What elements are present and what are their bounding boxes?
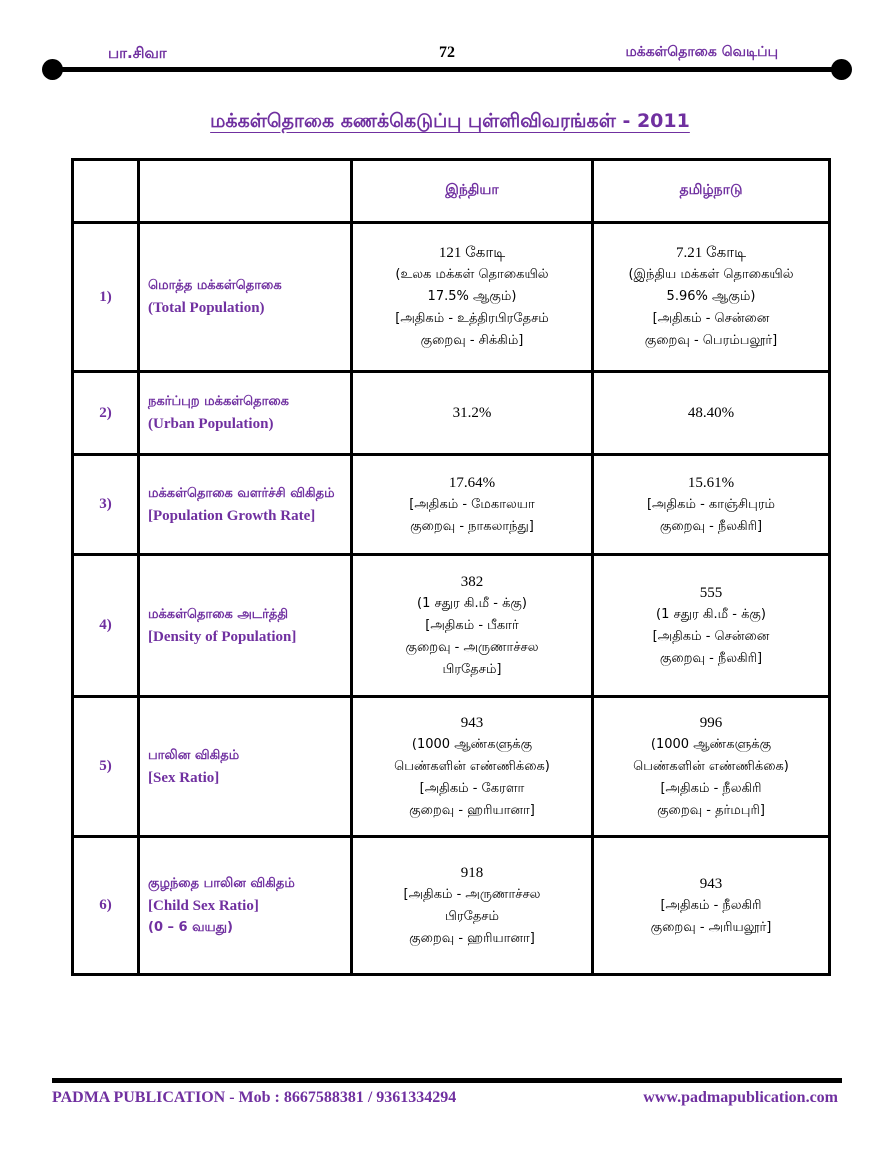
cell-detail-line: குறைவு - நீலகிரி] (659, 650, 763, 666)
table-row (73, 837, 830, 975)
row-label (139, 223, 352, 372)
table-row (73, 697, 830, 837)
cell-india (352, 697, 593, 837)
cell-detail-line: குறைவு - ஹரியானா] (409, 802, 535, 818)
cell-value: 382 (460, 573, 484, 590)
cell-detail-line: குறைவு - நீலகிரி] (659, 518, 763, 534)
cell-detail-line: பிரதேசம் (445, 908, 499, 924)
cell-detail-line: குறைவு - அரியலூர்] (650, 919, 772, 935)
cell-detail-line: [அதிகம் - அருணாச்சல (403, 886, 541, 902)
cell-value: 48.40% (687, 405, 735, 421)
page-title: மக்கள்தொகை கணக்கெடுப்பு புள்ளிவிவரங்கள் - 2011 (210, 110, 690, 132)
label-tamil: நகர்ப்புற மக்கள்தொகை (148, 394, 289, 409)
cell-detail-line: குறைவு - ஹரியானா] (409, 930, 535, 946)
cell-tamilnadu (593, 455, 830, 555)
row-number: 5) (73, 697, 139, 837)
cell-tamilnadu (593, 555, 830, 697)
cell-value: 15.61% (687, 474, 735, 491)
cell-value: 555 (699, 584, 723, 601)
label-english: [Child Sex Ratio] (148, 897, 259, 914)
cell-detail-line: 17.5% ஆகும்) (427, 289, 517, 304)
header-author: பா.சிவா (108, 44, 167, 62)
label-tamil: மக்கள்தொகை வளர்ச்சி விகிதம் (148, 485, 335, 501)
cell-detail-line: [அதிகம் - மேகாலயா (409, 496, 535, 512)
row-label (139, 837, 352, 975)
label-tamil: பாலின விகிதம் (148, 747, 240, 763)
cell-detail-line: [அதிகம் - நீலகிரி (660, 780, 762, 796)
cell-detail-line: [அதிகம் - காஞ்சிபுரம் (646, 496, 775, 512)
cell-value: 7.21 கோடி (675, 245, 747, 261)
label-english: [Sex Ratio] (148, 769, 220, 786)
label-english: (Urban Population) (148, 416, 274, 432)
table-row (73, 223, 830, 372)
footer-rule (52, 1078, 842, 1083)
cell-detail-line: பெண்களின் எண்ணிக்கை) (394, 758, 550, 774)
cell-detail-line: குறைவு - பெரம்பலூர்] (644, 333, 778, 348)
header-rule-right-dot (831, 59, 852, 80)
cell-detail-line: (1 சதுர கி.மீ - க்கு) (417, 595, 527, 611)
cell-detail-line: (1000 ஆண்களுக்கு (650, 736, 772, 752)
cell-india (352, 555, 593, 697)
cell-detail-line: குறைவு - தர்மபுரி] (657, 802, 765, 818)
cell-detail-line: பிரதேசம்] (442, 661, 502, 677)
cell-detail-line: [அதிகம் - சென்னை (652, 628, 770, 644)
label-english: [Population Growth Rate] (148, 507, 316, 524)
cell-tamilnadu (593, 223, 830, 372)
row-label (139, 372, 352, 455)
table-row (73, 372, 830, 455)
cell-value: 996 (699, 714, 723, 731)
column-header-india: இந்தியா (352, 160, 593, 223)
cell-india (352, 223, 593, 372)
row-number: 3) (73, 455, 139, 555)
header-empty-cell (139, 160, 352, 223)
cell-value: 17.64% (448, 474, 496, 491)
row-number: 4) (73, 555, 139, 697)
page-number: 72 (439, 44, 455, 61)
footer-publisher: PADMA PUBLICATION - Mob : 8667588381 / 9361334294 (52, 1089, 457, 1106)
cell-detail-line: 5.96% ஆகும்) (666, 289, 756, 304)
cell-detail-line: (உலக மக்கள் தொகையில் (395, 267, 549, 282)
cell-tamilnadu (593, 837, 830, 975)
header-book-title: மக்கள்தொகை வெடிப்பு (625, 44, 778, 60)
cell-detail-line: குறைவு - சிக்கிம்] (420, 333, 524, 348)
cell-value: 943 (699, 875, 723, 892)
row-number: 2) (73, 372, 139, 455)
header-empty-cell (73, 160, 139, 223)
label-english: [Density of Population] (148, 628, 297, 645)
label-tamil: மக்கள்தொகை அடர்த்தி (148, 606, 289, 622)
cell-detail-line: [அதிகம் - நீலகிரி (660, 897, 762, 913)
label-tamil: மொத்த மக்கள்தொகை (148, 278, 282, 293)
cell-value: 121 கோடி (438, 245, 506, 261)
row-number: 1) (73, 223, 139, 372)
cell-india (352, 837, 593, 975)
cell-value: 918 (460, 864, 484, 881)
cell-detail-line: பெண்களின் எண்ணிக்கை) (633, 758, 789, 774)
cell-tamilnadu (593, 372, 830, 455)
cell-detail-line: [அதிகம் - உத்திரபிரதேசம் (395, 311, 549, 326)
row-label (139, 697, 352, 837)
cell-value: 943 (460, 714, 484, 731)
cell-india (352, 455, 593, 555)
table-row (73, 455, 830, 555)
cell-detail-line: [அதிகம் - கேரளா (419, 780, 525, 796)
cell-detail-line: [அதிகம் - பீகார் (425, 617, 519, 633)
table-row (73, 555, 830, 697)
cell-detail-line: [அதிகம் - சென்னை (652, 311, 770, 326)
table-header-row (73, 160, 830, 223)
cell-detail-line: (1000 ஆண்களுக்கு (411, 736, 533, 752)
census-table (71, 158, 831, 976)
column-header-tamilnadu: தமிழ்நாடு (593, 160, 830, 223)
label-english: (Total Population) (148, 300, 265, 316)
cell-value: 31.2% (452, 405, 492, 421)
row-label (139, 555, 352, 697)
cell-detail-line: (1 சதுர கி.மீ - க்கு) (656, 606, 766, 622)
row-number: 6) (73, 837, 139, 975)
cell-india (352, 372, 593, 455)
cell-detail-line: குறைவு - நாகலாந்து] (410, 518, 534, 534)
cell-tamilnadu (593, 697, 830, 837)
cell-detail-line: குறைவு - அருணாச்சல (405, 639, 539, 655)
label-tamil: குழந்தை பாலின விகிதம் (148, 875, 295, 891)
cell-detail-line: (இந்திய மக்கள் தொகையில் (628, 267, 794, 282)
header-rule (52, 67, 842, 72)
label-extra: (0 – 6 வயது) (148, 919, 233, 935)
row-label (139, 455, 352, 555)
footer-website: www.padmapublication.com (643, 1089, 838, 1106)
